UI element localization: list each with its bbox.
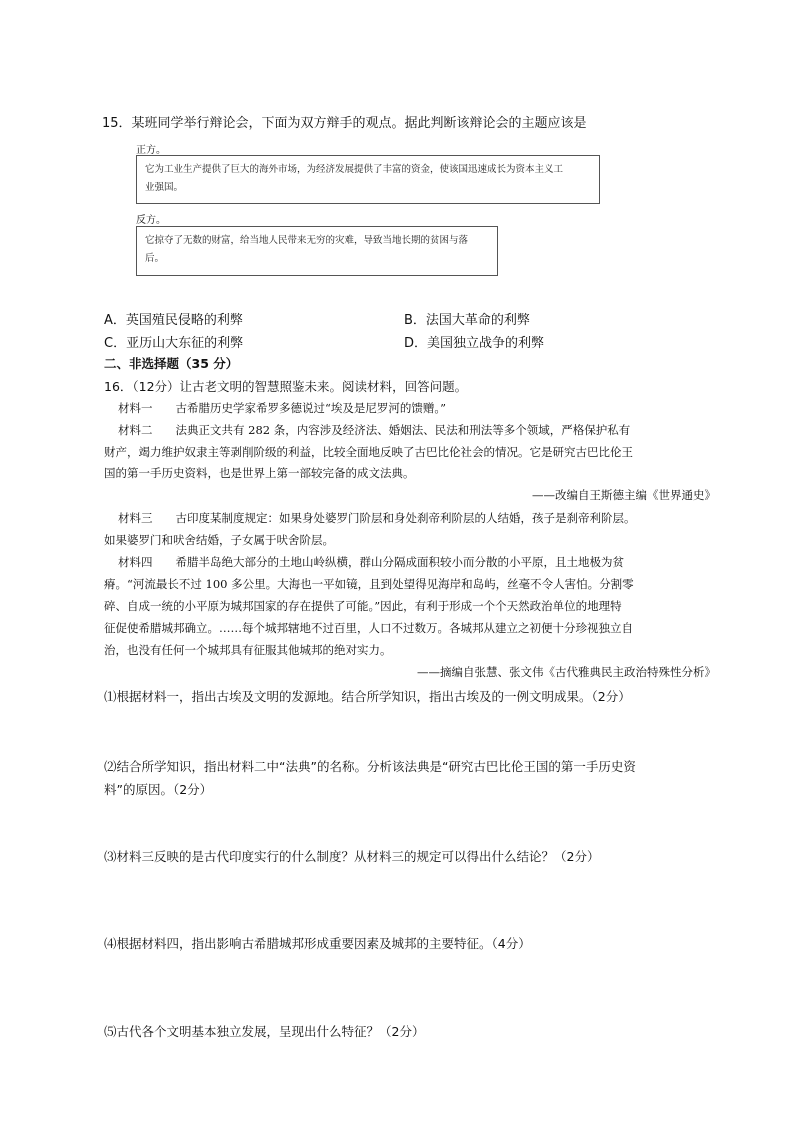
- q16-material2-source: ——改编自王斯德主编《世界通史》: [532, 488, 716, 502]
- q16-material4-line5: 治，也没有任何一个城邦具有征服其他城邦的绝对实力。: [104, 643, 392, 657]
- q16-material4-line1: 材料四 希腊半岛绝大部分的土地山岭纵横，群山分隔成面积较小而分散的小平原，且土地极为贫: [118, 555, 624, 569]
- q15-pro-box: [136, 155, 600, 204]
- q16-material4-source: ——摘编自张慧、张文伟《古代雅典民主政治特殊性分析》: [417, 665, 716, 679]
- q16-subquestion-5: ⑸古代各个文明基本独立发展，呈现出什么特征？（2分）: [104, 1024, 425, 1039]
- q16-material1: 材料一 古希腊历史学家希罗多德说过“埃及是尼罗河的馈赠。”: [118, 401, 447, 415]
- q16-subquestion-2-line2: 料”的原因。（2分）: [104, 782, 213, 797]
- q16-subquestion-1: ⑴根据材料一，指出古埃及文明的发源地。结合所学知识，指出古埃及的一例文明成果。（2分）: [104, 689, 631, 704]
- q15-con-box: [136, 226, 498, 276]
- q15-option-c: C．亚历山大东征的利弊: [104, 336, 244, 351]
- q16-material2-line2: 财产，竭力维护奴隶主等剥削阶级的利益，比较全面地反映了古巴比伦社会的情况。它是研究古巴比伦王: [104, 445, 633, 459]
- q16-material2-line3: 国的第一手历史资料，也是世界上第一部较完备的成文法典。: [104, 466, 415, 480]
- q16-material4-line3: 碎、自成一统的小平原为城邦国家的存在提供了可能。”因此，有利于形成一个个天然政治单位的地理特: [104, 599, 622, 613]
- q16-stem: 16．（12分）让古老文明的智慧照鉴未来。阅读材料，回答问题。: [104, 379, 468, 394]
- q15-pro-line2: 业强国。: [145, 182, 184, 193]
- q16-material2-line1: 材料二 法典正文共有 282 条，内容涉及经济法、婚姻法、民法和刑法等多个领域，严格保护私有: [118, 423, 631, 437]
- q15-con-line1: 它掠夺了无数的财富，给当地人民带来无穷的灾难，导致当地长期的贫困与落: [145, 235, 469, 246]
- q15-con-line2: 后。: [145, 253, 165, 264]
- q16-material4-line2: 瘠。“河流最长不过 100 多公里。大海也一平如镜，且到处望得见海岸和岛屿，丝毫不令人害怕。分割零: [104, 577, 634, 591]
- q15-pro-label: 正方。: [136, 145, 166, 156]
- q15-option-d: D．美国独立战争的利弊: [404, 336, 545, 351]
- q15-stem: 15．某班同学举行辩论会，下面为双方辩手的观点。据此判断该辩论会的主题应该是: [102, 116, 587, 131]
- q15-option-a: A．英国殖民侵略的利弊: [104, 313, 243, 328]
- q16-subquestion-4: ⑷根据材料四，指出影响古希腊城邦形成重要因素及城邦的主要特征。（4分）: [104, 936, 531, 951]
- q16-material3-line2: 如果婆罗门和吠舍结婚，子女属于吠舍阶层。: [104, 533, 334, 547]
- q16-material4-line4: 征促使希腊城邦确立。……每个城邦辖地不过百里，人口不过数万。各城邦从建立之初便十分珍视独立自: [104, 621, 633, 635]
- q16-subquestion-2-line1: ⑵结合所学知识，指出材料二中“法典”的名称。分析该法典是“研究古巴比伦王国的第一手历史资: [104, 759, 636, 774]
- section2-title: 二、非选择题（35 分）: [104, 356, 239, 371]
- q15-con-label: 反方。: [136, 215, 166, 226]
- q15-option-b: B．法国大革命的利弊: [404, 313, 530, 328]
- q15-pro-line1: 它为工业生产提供了巨大的海外市场，为经济发展提供了丰富的资金，使该国迅速成长为资本主义工: [145, 164, 564, 175]
- q16-subquestion-3: ⑶材料三反映的是古代印度实行的什么制度？从材料三的规定可以得出什么结论？（2分）: [104, 849, 600, 864]
- q16-material3-line1: 材料三 古印度某制度规定：如果身处婆罗门阶层和身处刹帝利阶层的人结婚，孩子是刹帝利阶层。: [118, 511, 636, 525]
